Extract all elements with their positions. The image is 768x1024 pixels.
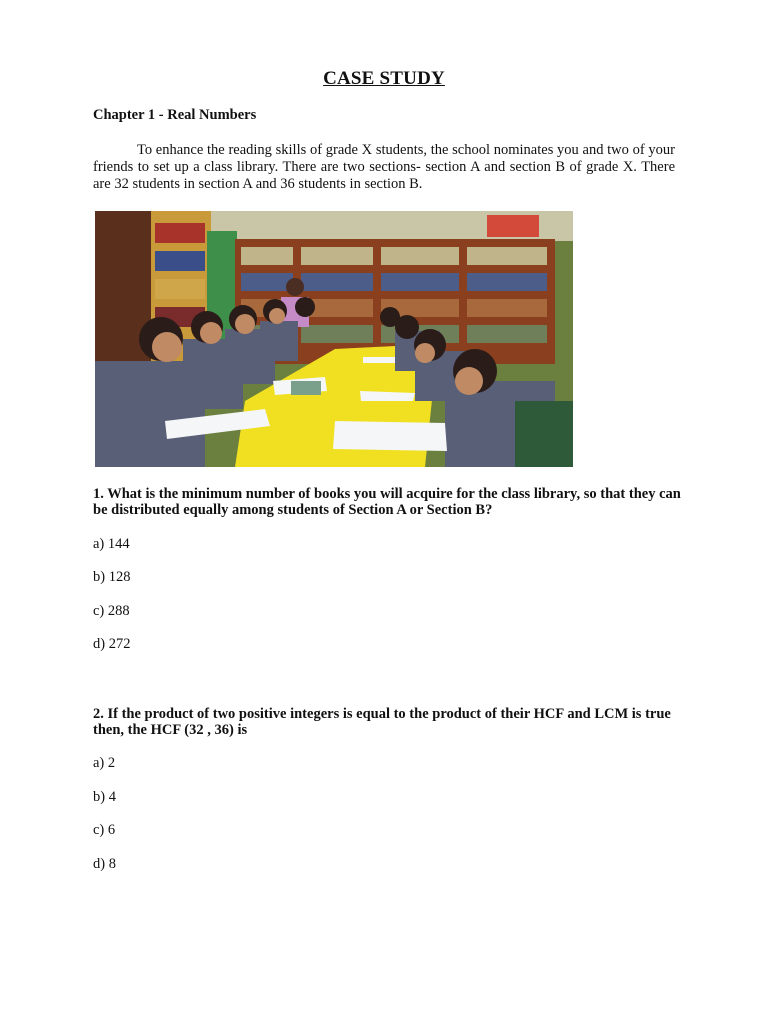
question-1-text: 1. What is the minimum number of books you will acquire for the class library, so that they can be distributed equally among students of Section A or Section B?: [93, 486, 681, 518]
chapter-heading: Chapter 1 - Real Numbers: [93, 107, 257, 123]
question-2-option-a: a) 2: [93, 755, 116, 771]
intro-paragraph: To enhance the reading skills of grade X students, the school nominates you and two of your friends to set up a class library. There are two sections- section A and section B of grade X. There are 32 students in section A and 36 students in section B.: [93, 142, 675, 192]
question-2-option-d: d) 8: [93, 856, 116, 872]
question-2-text: 2. If the product of two positive integers is equal to the product of their HCF and LCM is true then, the HCF (32 , 36) is: [93, 706, 671, 738]
library-photo: [95, 211, 573, 467]
document-title: CASE STUDY: [323, 68, 445, 89]
question-2-option-b: b) 4: [93, 789, 116, 805]
question-1-option-d: d) 272: [93, 636, 131, 652]
question-2-option-c: c) 6: [93, 822, 116, 838]
question-1-option-c: c) 288: [93, 603, 130, 619]
question-1-option-b: b) 128: [93, 569, 131, 585]
question-1-option-a: a) 144: [93, 536, 130, 552]
